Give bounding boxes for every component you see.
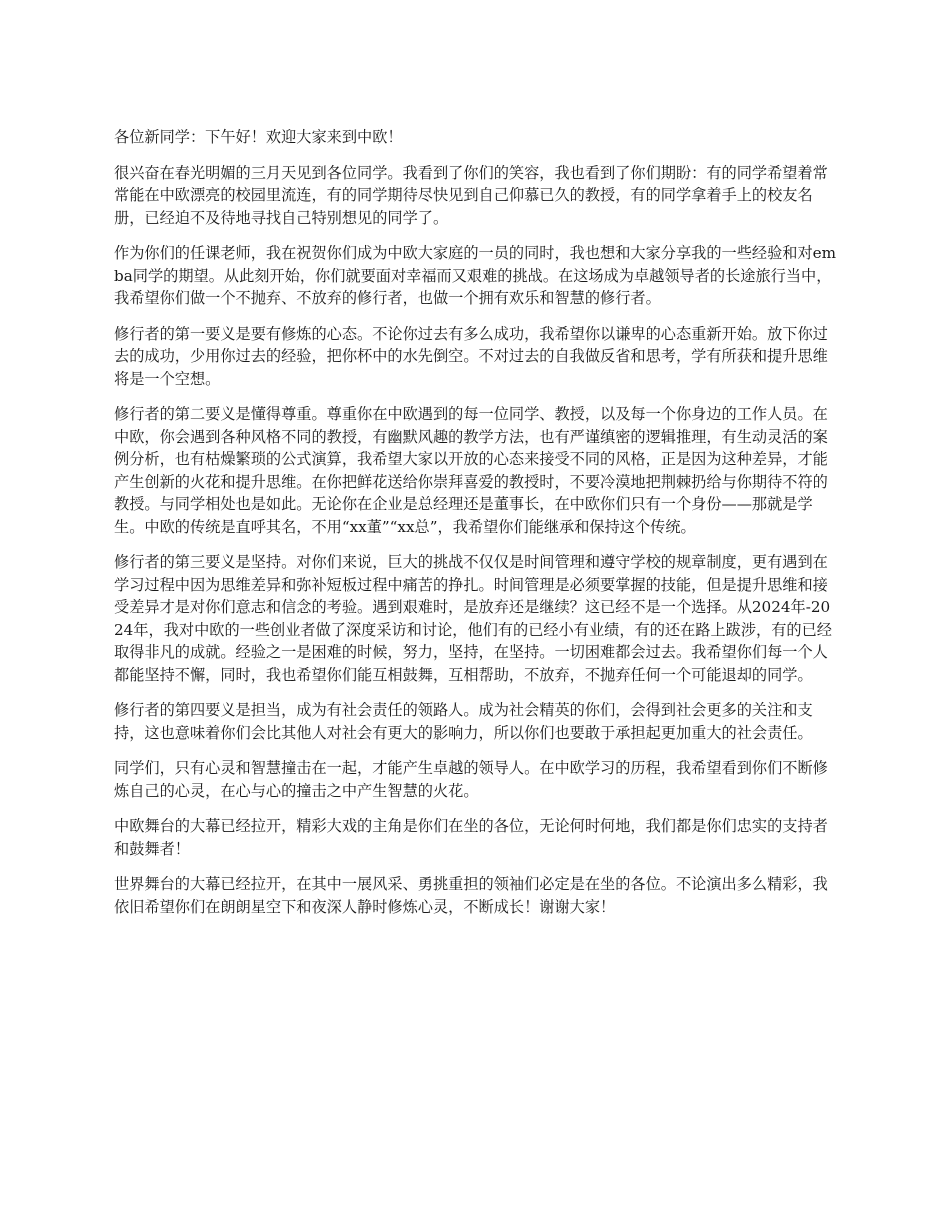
teacher-wishes-paragraph: 作为你们的任课老师，我在祝贺你们成为中欧大家庭的一员的同时，我也想和大家分享我的一些经验和对emba同学的期望。从此刻开始，你们就要面对幸福而又艰难的挑战。在这场成为卓越领导者的长途旅行当中，我希望你们做一个不抛弃、不放弃的修行者，也做一个拥有欢乐和智慧的修行者。 [114,244,837,307]
greeting-paragraph: 各位新同学：下午好！欢迎大家来到中欧！ [114,128,403,146]
third-principle-paragraph: 修行者的第三要义是坚持。对你们来说，巨大的挑战不仅仅是时间管理和遵守学校的规章制度，更有遇到在学习过程中因为思维差异和弥补短板过程中痛苦的挣扎。时间管理是必须要掌握的技能，但是提升思维和接受差异才是对你们意志和信念的考验。遇到艰难时，是放弃还是继续？这已经不是一个选择。从2024年-2024年，我对中欧的一些创业者做了深度采访和讨论，他们有的已经小有业绩，有的还在路上跋涉，有的已经取得非凡的成就。经验之一是困难的时候，努力，坚持，在坚持。一切困难都会过去。我希望你们每一个人都能坚持不懈，同时，我也希望你们能互相鼓舞，互相帮助，不放弃，不抛弃任何一个可能退却的同学。 [114,553,832,684]
fourth-principle-paragraph: 修行者的第四要义是担当，成为有社会责任的领路人。成为社会精英的你们，会得到社会更多的关注和支持，这也意味着你们会比其他人对社会有更大的影响力，所以你们也要敢于承担起更加重大的社会责任。 [114,701,813,742]
ceibs-stage-paragraph: 中欧舞台的大幕已经拉开，精彩大戏的主角是你们在坐的各位，无论何时何地，我们都是你们忠实的支持者和鼓舞者！ [114,817,828,858]
first-principle-paragraph: 修行者的第一要义是要有修炼的心态。不论你过去有多么成功，我希望你以谦卑的心态重新开始。放下你过去的成功，少用你过去的经验，把你杯中的水先倒空。不对过去的自我做反省和思考，学有所获和提升思维将是一个空想。 [114,324,828,388]
heart-wisdom-paragraph: 同学们，只有心灵和智慧撞击在一起，才能产生卓越的领导人。在中欧学习的历程，我希望看到你们不断修炼自己的心灵，在心与心的撞击之中产生智慧的火花。 [114,759,828,800]
document-body [114,126,838,931]
closing-paragraph: 世界舞台的大幕已经拉开，在其中一展风采、勇挑重担的领袖们必定是在坐的各位。不论演出多么精彩，我依旧希望你们在朗朗星空下和夜深人静时修炼心灵，不断成长！谢谢大家！ [114,875,828,916]
intro-paragraph: 很兴奋在春光明媚的三月天见到各位同学。我看到了你们的笑容，我也看到了你们期盼：有的同学希望着常常能在中欧漂亮的校园里流连，有的同学期待尽快见到自己仰慕已久的教授，有的同学拿着手上的校友名册，已经迫不及待地寻找自己特别想见的同学了。 [114,163,828,227]
second-principle-paragraph: 修行者的第二要义是懂得尊重。尊重你在中欧遇到的每一位同学、教授，以及每一个你身边的工作人员。在中欧，你会遇到各种风格不同的教授，有幽默风趣的教学方法，也有严谨缜密的逻辑推理，有生动灵活的案例分析，也有枯燥繁琐的公式演算，我希望大家以开放的心态来接受不同的风格，正是因为这种差异，才能产生创新的火花和提升思维。在你把鲜花送给你崇拜喜爱的教授时，不要冷漠地把荆棘扔给与你期待不符的教授。与同学相处也是如此。无论你在企业是总经理还是董事长，在中欧你们只有一个身份——那就是学生。中欧的传统是直呼其名，不用“xx董”“xx总”，我希望你们能继承和保持这个传统。 [114,405,828,536]
